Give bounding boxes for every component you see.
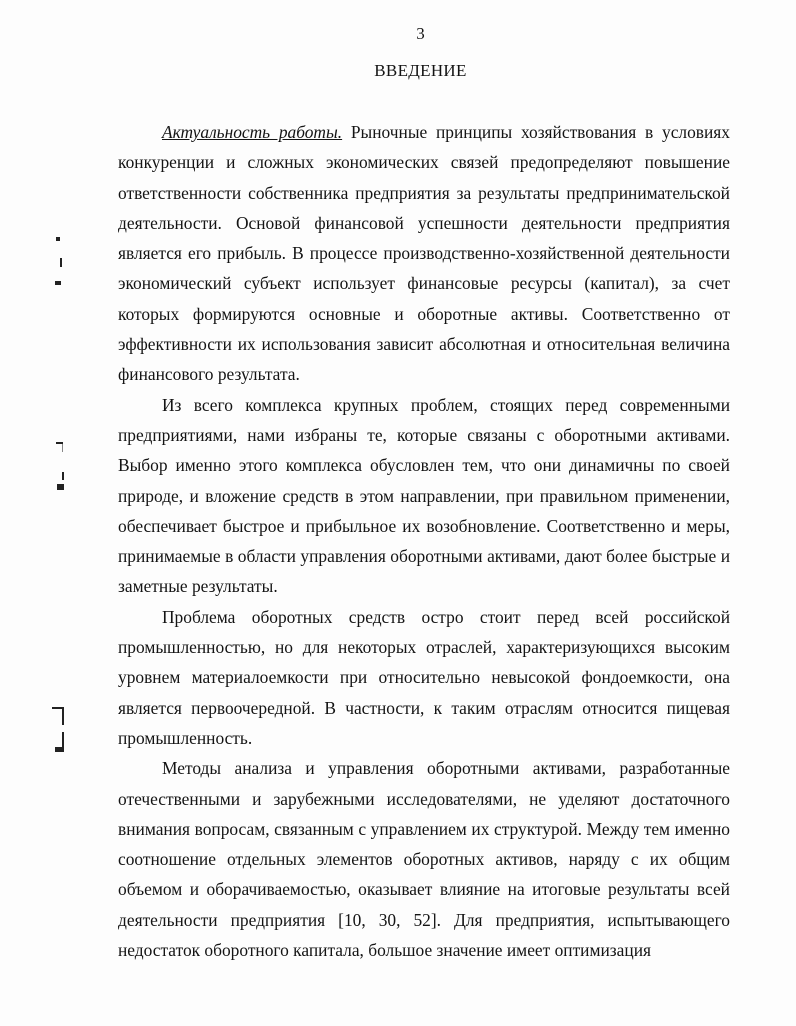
paragraph-lead: Актуальность работы. <box>162 122 343 142</box>
body-text <box>118 117 730 965</box>
page-number: 3 <box>416 24 425 43</box>
paragraph-text: Рыночные принципы хозяйствования в условиях конкуренции и сложных экономических связей предопределяют повышение ответственности собственника предприятия за результаты предпринимательской деятельности. Основой финансовой успешности деятельности предприятия является его прибыль. В процессе производственно-хозяйственной деятельности экономический субъект использует финансовые ресурсы (капитал), за счет которых формируются основные и оборотные активы. Соответственно от эффективности их использования зависит абсолютная и относительная величина финансового результата. <box>118 122 730 385</box>
paragraph-3: Проблема оборотных средств остро стоит перед всей российской промышленностью, но для некоторых отраслей, характеризующихся высоким уровнем материалоемкости при относительно невысокой фондоемкости, она является первоочередной. В частности, к таким отраслям относится пищевая промышленность. <box>118 606 730 748</box>
page-heading: ВВЕДЕНИЕ <box>374 61 467 80</box>
paragraph-2: Из всего комплекса крупных проблем, стоящих перед современными предприятиями, нами избраны те, которые связаны с оборотными активами. Выбор именно этого комплекса обусловлен тем, что они динамичны по своей природе, и вложение средств в этом направлении, при правильном применении, обеспечивает быстрое и прибыльное их возобновление. Соответственно и меры, принимаемые в области управления оборотными активами, дают более быстрые и заметные результаты. <box>118 394 730 597</box>
paragraph-1 <box>118 117 730 390</box>
paragraph-4: Методы анализа и управления оборотными активами, разработанные отечественными и зарубежными исследователями, не уделяют достаточного внимания вопросам, связанным с управлением их структурой. Между тем именно соотношение отдельных элементов оборотных активов, наряду с их общим объемом и оборачиваемостью, оказывает влияние на итоговые результаты всей деятельности предприятия [10, 30, 52]. Для предприятия, испытывающего недостаток оборотного капитала, большое значение имеет оптимизация <box>118 758 730 961</box>
